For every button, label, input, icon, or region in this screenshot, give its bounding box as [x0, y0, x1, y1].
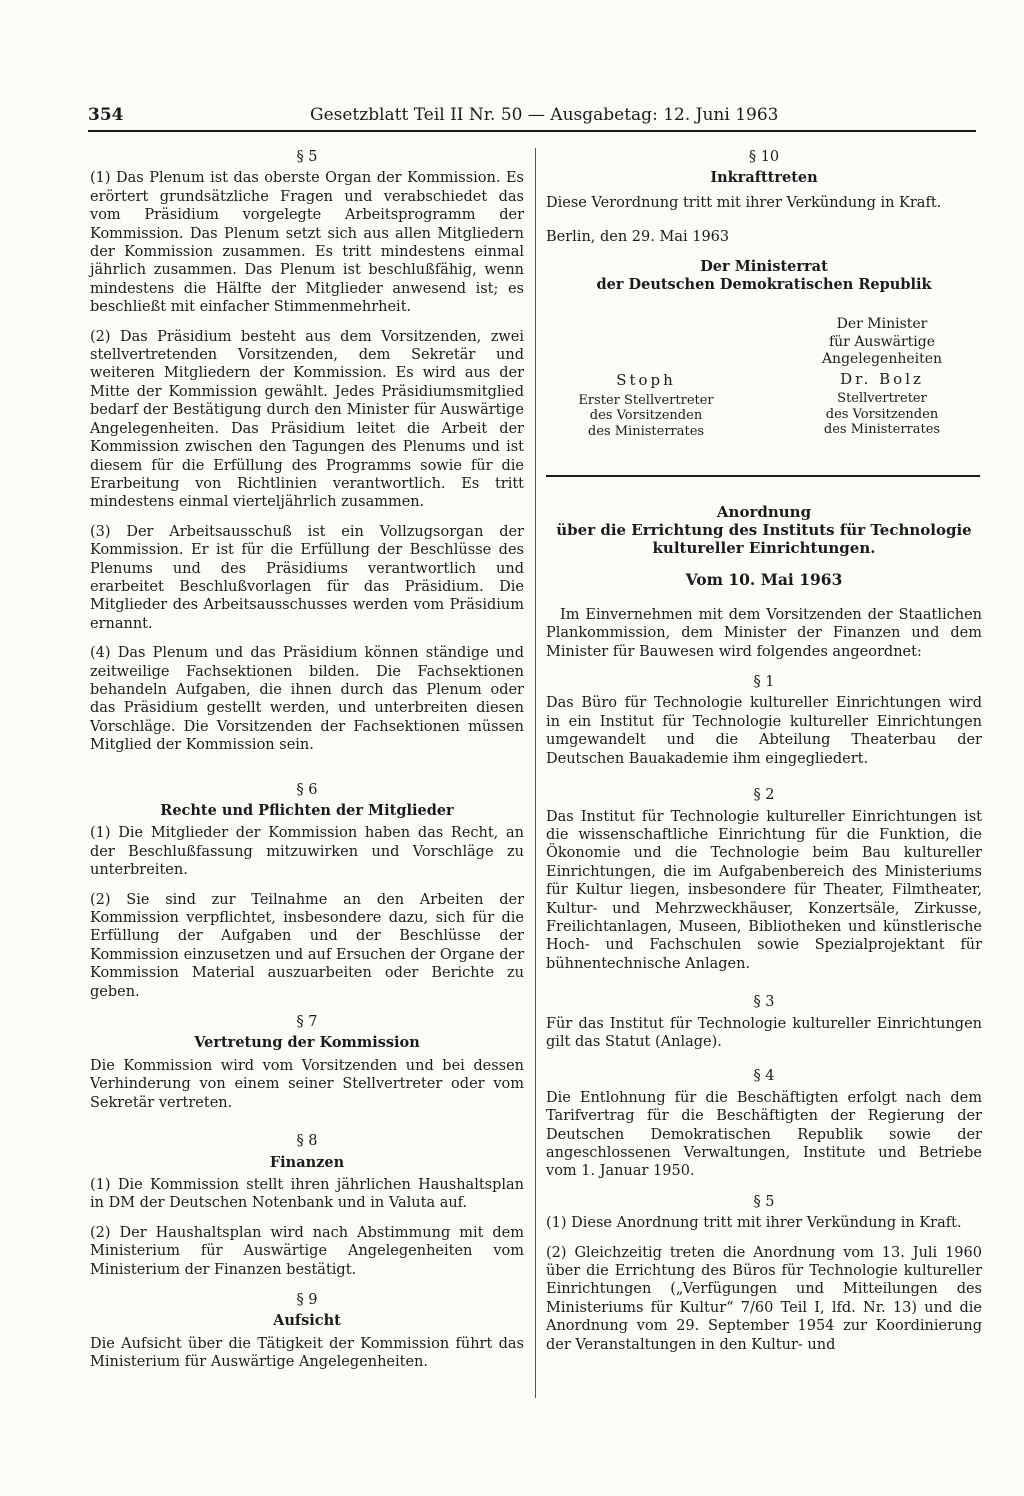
order-section-4-para: Die Entlohnung für die Beschäftigten erfolgt nach dem Tarifvertrag für die Beschäftigten der Regierung der Deutschen Demokratischen Republik sowie der angeschlossenen Verwaltungen, Institute und Betriebe vom 1. Januar 1950.	[546, 1089, 982, 1180]
section-6-para-1: (1) Die Mitglieder der Kommission haben das Recht, an der Beschlußfassung mitzuwirken und Vorschläge zu unterbreiten.	[90, 825, 524, 879]
section-8-title: Finanzen	[269, 1153, 345, 1171]
right-column	[546, 144, 982, 1404]
signature-left-role-3: des Ministerrates	[587, 423, 705, 439]
section-8-para-1: (1) Die Kommission stellt ihren jährlichen Haushaltsplan in DM der Deutschen Notenbank und in Valuta auf.	[90, 1176, 524, 1212]
section-5-number: § 5	[296, 149, 318, 165]
section-6-number: § 6	[296, 781, 318, 798]
section-10-para-1: Diese Verordnung tritt mit ihrer Verkündung in Kraft.	[546, 194, 942, 211]
page-number: 354	[88, 105, 124, 125]
council-line-1: Der Ministerrat	[700, 257, 828, 275]
section-5-para-2: (2) Das Präsidium besteht aus dem Vorsitzenden, zwei stellvertretenden Vorsitzenden, dem Sekretär und weiteren Mitgliedern der Kommission. Es wird aus der Mitte der Kommission gewählt. Jedes Präsidiumsmitglied bedarf der Bestätigung durch den Minister für Auswärtige Angelegenheiten. Das Präsidium leitet die Arbeit der Kommission zwischen den Tagungen des Plenums und ist diesem für die Erfüllung des Programms sowie für die Erarbeitung von Richtlinien verantwortlich. Es tritt mindestens einmal vierteljährlich zusammen.	[90, 328, 524, 511]
section-5-para-4: (4) Das Plenum und das Präsidium können ständige und zeitweilige Fachsektionen bilden. Die Fachsektionen behandeln Aufgaben, die ihnen durch das Plenum oder das Präsidium gestellt werden, und unterbreiten diesen Vorschläge. Die Vorsitzenden der Fachsektionen müssen Mitglied der Kommission sein.	[90, 645, 524, 754]
order-section-5-para-1: (1) Diese Anordnung tritt mit ihrer Verkündung in Kraft.	[546, 1215, 962, 1232]
order-title-line-1: Anordnung	[716, 503, 812, 522]
section-8-number: § 8	[296, 1133, 318, 1150]
section-9-title: Aufsicht	[273, 1312, 341, 1330]
section-7-number: § 7	[296, 1014, 318, 1031]
section-7-para-1: Die Kommission wird vom Vorsitzenden und bei dessen Verhinderung von einem seiner Stellvertreter oder vom Sekretär vertreten.	[90, 1057, 524, 1111]
signature-left-name: Stoph	[616, 371, 676, 390]
order-section-4-number: § 4	[753, 1068, 775, 1085]
section-9-number: § 9	[296, 1291, 318, 1308]
order-section-5-para-2: (2) Gleichzeitig treten die Anordnung vom 13. Juli 1960 über die Errichtung des Büros für Technologie kultureller Einrichtungen („Verfügungen und Mitteilungen des Ministeriums für Kultur“ 7/60 Teil I, lfd. Nr. 13) und die Anordnung vom 29. September 1954 zur Koordinierung der Veranstaltungen in den Kultur- und	[546, 1244, 982, 1353]
signature-row	[546, 316, 982, 439]
signature-right-name: Dr. Bolz	[840, 369, 924, 388]
section-9-para-1: Die Aufsicht über die Tätigkeit der Kommission führt das Ministerium für Auswärtige Angelegenheiten.	[90, 1335, 524, 1371]
order-section-3-number: § 3	[753, 994, 775, 1011]
signature-right-role-1: Stellvertreter	[837, 391, 927, 407]
column-divider	[535, 148, 536, 1398]
council-line-2: der Deutschen Demokratischen Republik	[596, 276, 932, 294]
section-10-number: § 10	[748, 149, 780, 165]
signature-right-role-2: des Vorsitzenden	[825, 406, 939, 422]
section-7-title: Vertretung der Kommission	[194, 1034, 420, 1052]
section-6-para-2: (2) Sie sind zur Teilnahme an den Arbeiten der Kommission verpflichtet, insbesondere dazu, sich für die Erfüllung der Aufgaben und der Beschlüsse der Kommission einzusetzen und auf Ersuchen der Organe der Kommission Material auszuarbeiten oder Berichte zu geben.	[90, 891, 524, 1000]
signature-right-pre-3: Angelegenheiten	[821, 351, 943, 368]
signature-left-role-1: Erster Stellvertreter	[578, 392, 714, 408]
section-10-title: Inkrafttreten	[710, 169, 818, 187]
signature-right-role-3: des Ministerrates	[823, 422, 941, 438]
order-section-2-number: § 2	[753, 787, 775, 804]
signature-right-pre-2: für Auswärtige	[828, 333, 936, 350]
order-section-1-number: § 1	[753, 674, 775, 691]
order-section-1-para: Das Büro für Technologie kultureller Einrichtungen wird in ein Institut für Technologie kultureller Einrichtungen umgewandelt und die Abteilung Theaterbau der Deutschen Bauakademie ihm eingegliedert.	[546, 695, 982, 767]
order-section-3-para: Für das Institut für Technologie kultureller Einrichtungen gilt das Statut (Anlage).	[546, 1015, 982, 1050]
left-column	[90, 144, 524, 1404]
place-date: Berlin, den 29. Mai 1963	[546, 229, 730, 246]
order-section-5-number: § 5	[753, 1193, 775, 1210]
section-5-para-3: (3) Der Arbeitsausschuß ist ein Vollzugsorgan der Kommission. Er ist für die Erfüllung der Beschlüsse des Plenums und des Präsidiums verantwortlich und erarbeitet Beschlußvorlagen für das Präsidium. Die Mitglieder des Arbeitsausschusses werden vom Präsidium ernannt.	[90, 523, 524, 632]
section-8-para-2: (2) Der Haushaltsplan wird nach Abstimmung mit dem Ministerium für Auswärtige Angelegenheiten vom Ministerium der Finanzen bestätigt.	[90, 1224, 524, 1278]
section-6-title: Rechte und Pflichten der Mitglieder	[160, 802, 454, 819]
section-5-para-1: (1) Das Plenum ist das oberste Organ der Kommission. Es erörtert grundsätzliche Fragen und verabschiedet das vom Präsidium vorgelegte Arbeitsprogramm der Kommission. Das Plenum setzt sich aus allen Mitgliedern der Kommission zusammen. Es tritt mindestens einmal jährlich zusammen. Das Plenum ist beschlußfähig, wenn mindestens die Hälfte der Mitglieder anwesend ist; es beschließt mit einfacher Stimmenmehrheit.	[90, 170, 524, 316]
page-header	[88, 104, 976, 132]
order-section-2-para: Das Institut für Technologie kultureller Einrichtungen ist die wissenschaftliche Einrichtung für die Funktion, die Ökonomie und die Technologie beim Bau kultureller Einrichtungen, die im Aufgabenbereich des Ministeriums für Kultur liegen, insbesondere für Theater, Filmtheater, Kultur- und Mehrzweckhäuser, Konzertsäle, Zirkusse, Freilichtanlagen, Museen, Bibliotheken und künstlerische Hoch- und Fachschulen sowie Spezialprojektant für bühnentechnische Anlagen.	[546, 808, 982, 972]
order-title-line-3: kultureller Einrichtungen.	[652, 539, 876, 558]
signature-left	[546, 316, 746, 439]
order-title-line-2: über die Errichtung des Instituts für Technologie	[556, 521, 972, 540]
signature-right	[782, 316, 982, 439]
section-divider	[546, 475, 980, 477]
signature-right-pre-1: Der Minister	[836, 316, 928, 333]
header-title: Gesetzblatt Teil II Nr. 50 — Ausgabetag: 12. Juni 1963	[310, 105, 779, 125]
order-date: Vom 10. Mai 1963	[685, 570, 843, 590]
order-intro: Im Einvernehmen mit dem Vorsitzenden der Staatlichen Plankommission, dem Minister der Finanzen und dem Minister für Bauwesen wird folgendes angeordnet:	[546, 606, 982, 660]
signature-left-role-2: des Vorsitzenden	[589, 408, 703, 424]
